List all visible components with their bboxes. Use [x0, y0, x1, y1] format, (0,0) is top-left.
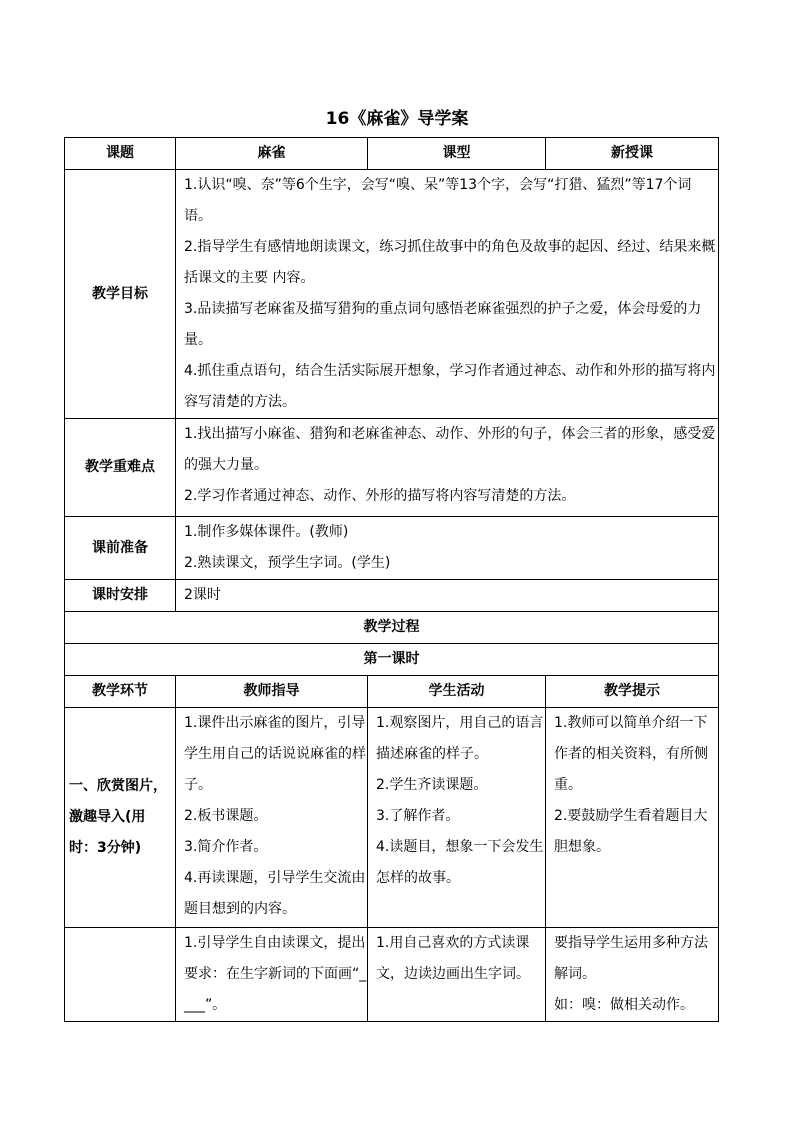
stage2-tips — [546, 928, 719, 1022]
goals-label: 教学目标 — [65, 170, 176, 419]
prep-label: 课前准备 — [65, 517, 176, 580]
stage1-row — [65, 708, 719, 928]
topic-row — [65, 138, 719, 170]
process-title: 教学过程 — [65, 612, 719, 644]
goal-item: 3.品读描写老麻雀及描写猎狗的重点词句感悟老麻雀强烈的护子之爱，体会母爱的力量。 — [184, 301, 702, 348]
teacher-step: 1.课件出示麻雀的图片，引导学生用自己的话说说麻雀的样子。 — [184, 715, 366, 793]
tip-item: 2.要鼓励学生看着题目大胆想象。 — [554, 808, 708, 855]
teacher-step: 2.板书课题。 — [184, 808, 268, 824]
student-step: 4.读题目，想象一下会发生怎样的故事。 — [376, 839, 544, 886]
keypoint-item: 2.学习作者通过神态、动作、外形的描写将内容写清楚的方法。 — [184, 488, 576, 504]
stage1-name: 一、欣赏图片，激趣导入(用时：3分钟) — [65, 708, 176, 928]
topic-value: 麻雀 — [176, 138, 368, 170]
student-step: 2.学生齐读课题。 — [376, 777, 488, 793]
keypoints-row — [65, 419, 719, 517]
goal-item: 2.指导学生有感情地朗读课文，练习抓住故事中的角色及故事的起因、经过、结果来概括课文的主要 内容。 — [184, 239, 716, 286]
process-header-row — [65, 676, 719, 708]
lesson-title: 第一课时 — [65, 644, 719, 676]
schedule-label: 课时安排 — [65, 580, 176, 612]
lesson-type-value: 新授课 — [546, 138, 719, 170]
lesson-type-label: 课型 — [368, 138, 546, 170]
prep-item: 1.制作多媒体课件。(教师) — [184, 524, 349, 540]
tip-item: 如：嗅：做相关动作。 — [554, 997, 694, 1013]
stage2-teacher — [176, 928, 368, 1022]
goal-item: 1.认识“嗅、奈”等6个生字，会写“嗅、呆”等13个字，会写“打猎、猛烈”等17个词语。 — [184, 177, 692, 224]
keypoints-label: 教学重难点 — [65, 419, 176, 517]
student-step: 1.观察图片，用自己的语言描述麻雀的样子。 — [376, 715, 544, 762]
stage1-student — [368, 708, 546, 928]
lesson-plan-table — [64, 137, 719, 1022]
schedule-value: 2课时 — [176, 580, 719, 612]
goal-item: 4.抓住重点语句，结合生活实际展开想象，学习作者通过神态、动作和外形的描写将内容写清楚的方法。 — [184, 363, 716, 410]
keypoint-item: 1.找出描写小麻雀、猎狗和老麻雀神态、动作、外形的句子，体会三者的形象，感受爱的强大力量。 — [184, 426, 716, 473]
process-title-row — [65, 612, 719, 644]
lesson-title-row — [65, 644, 719, 676]
keypoints-content — [176, 419, 719, 517]
col-header-teacher: 教师指导 — [176, 676, 368, 708]
stage2-row — [65, 928, 719, 1022]
schedule-row — [65, 580, 719, 612]
goals-row — [65, 170, 719, 419]
document-title: 16《麻雀》导学案 — [325, 109, 469, 129]
prep-row — [65, 517, 719, 580]
teacher-step: 4.再读课题，引导学生交流由题目想到的内容。 — [184, 870, 366, 917]
tip-item: 要指导学生运用多种方法解词。 — [554, 935, 708, 982]
teacher-step: 3.简介作者。 — [184, 839, 268, 855]
prep-content — [176, 517, 719, 580]
stage2-name — [65, 928, 176, 1022]
tip-item: 1.教师可以简单介绍一下作者的相关资料，有所侧重。 — [554, 715, 708, 793]
teacher-step: 1.引导学生自由读课文，提出要求：在生字新词的下面画“____”。 — [184, 935, 367, 1013]
prep-item: 2.熟读课文，预学生字词。(学生) — [184, 555, 391, 571]
col-header-student: 学生活动 — [368, 676, 546, 708]
col-header-stage: 教学环节 — [65, 676, 176, 708]
goals-content — [176, 170, 719, 419]
student-step: 1.用自己喜欢的方式读课文，边读边画出生字词。 — [376, 935, 530, 982]
student-step: 3.了解作者。 — [376, 808, 460, 824]
topic-label: 课题 — [65, 138, 176, 170]
stage1-tips — [546, 708, 719, 928]
stage1-teacher — [176, 708, 368, 928]
col-header-tips: 教学提示 — [546, 676, 719, 708]
stage2-student — [368, 928, 546, 1022]
